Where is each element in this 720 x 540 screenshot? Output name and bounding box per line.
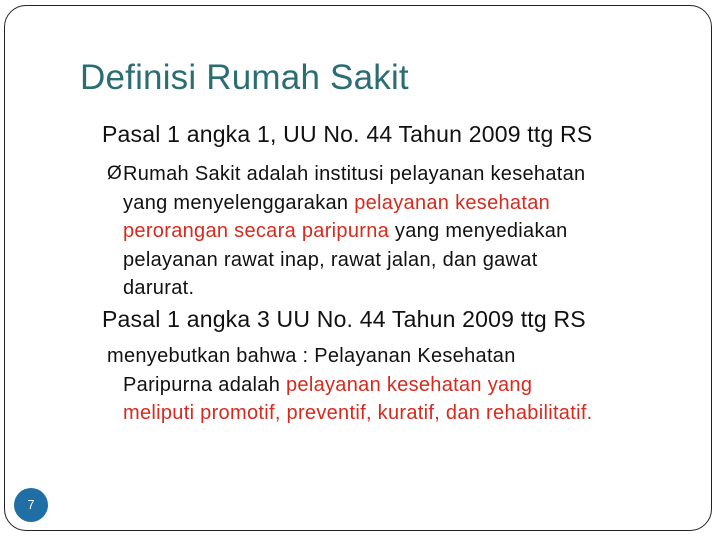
highlight-text: pelayanan kesehatan yang (286, 373, 533, 396)
text-line (107, 399, 687, 428)
definition-paragraph-1 (107, 160, 687, 303)
bullet-pasal-1-angka-3 (80, 306, 586, 333)
highlight-text: pelayanan kesehatan (354, 191, 551, 214)
highlight-text: perorangan secara paripurna (123, 220, 390, 242)
text-line: Paripurna adalah pelayanan kesehatan yang (123, 373, 533, 396)
highlight-text: meliputi promotif, preventif, kuratif, dan rehabilitatif. (123, 402, 593, 424)
text-line: darurat. (123, 277, 195, 299)
text-line: Rumah Sakit adalah institusi pelayanan kesehatan (123, 163, 586, 185)
arrow-bullet-icon: Ø (107, 163, 123, 184)
page-number-badge: 7 (14, 488, 48, 522)
text-line: yang menyelenggarakan pelayanan kesehatan (123, 191, 551, 214)
bullet-heading: Pasal 1 angka 1, UU No. 44 Tahun 2009 ttg RS (102, 121, 593, 147)
text-line: pelayanan rawat inap, rawat jalan, dan gawat (123, 248, 538, 271)
bullet-pasal-1-angka-1 (80, 121, 592, 148)
bullet-heading: Pasal 1 angka 3 UU No. 44 Tahun 2009 ttg RS (102, 306, 586, 332)
slide-title: Definisi Rumah Sakit (80, 58, 409, 97)
text-line: menyebutkan bahwa : Pelayanan Kesehatan (107, 345, 516, 367)
definition-paragraph-2 (107, 342, 687, 428)
text-line: perorangan secara paripurna yang menyediakan (123, 220, 568, 242)
